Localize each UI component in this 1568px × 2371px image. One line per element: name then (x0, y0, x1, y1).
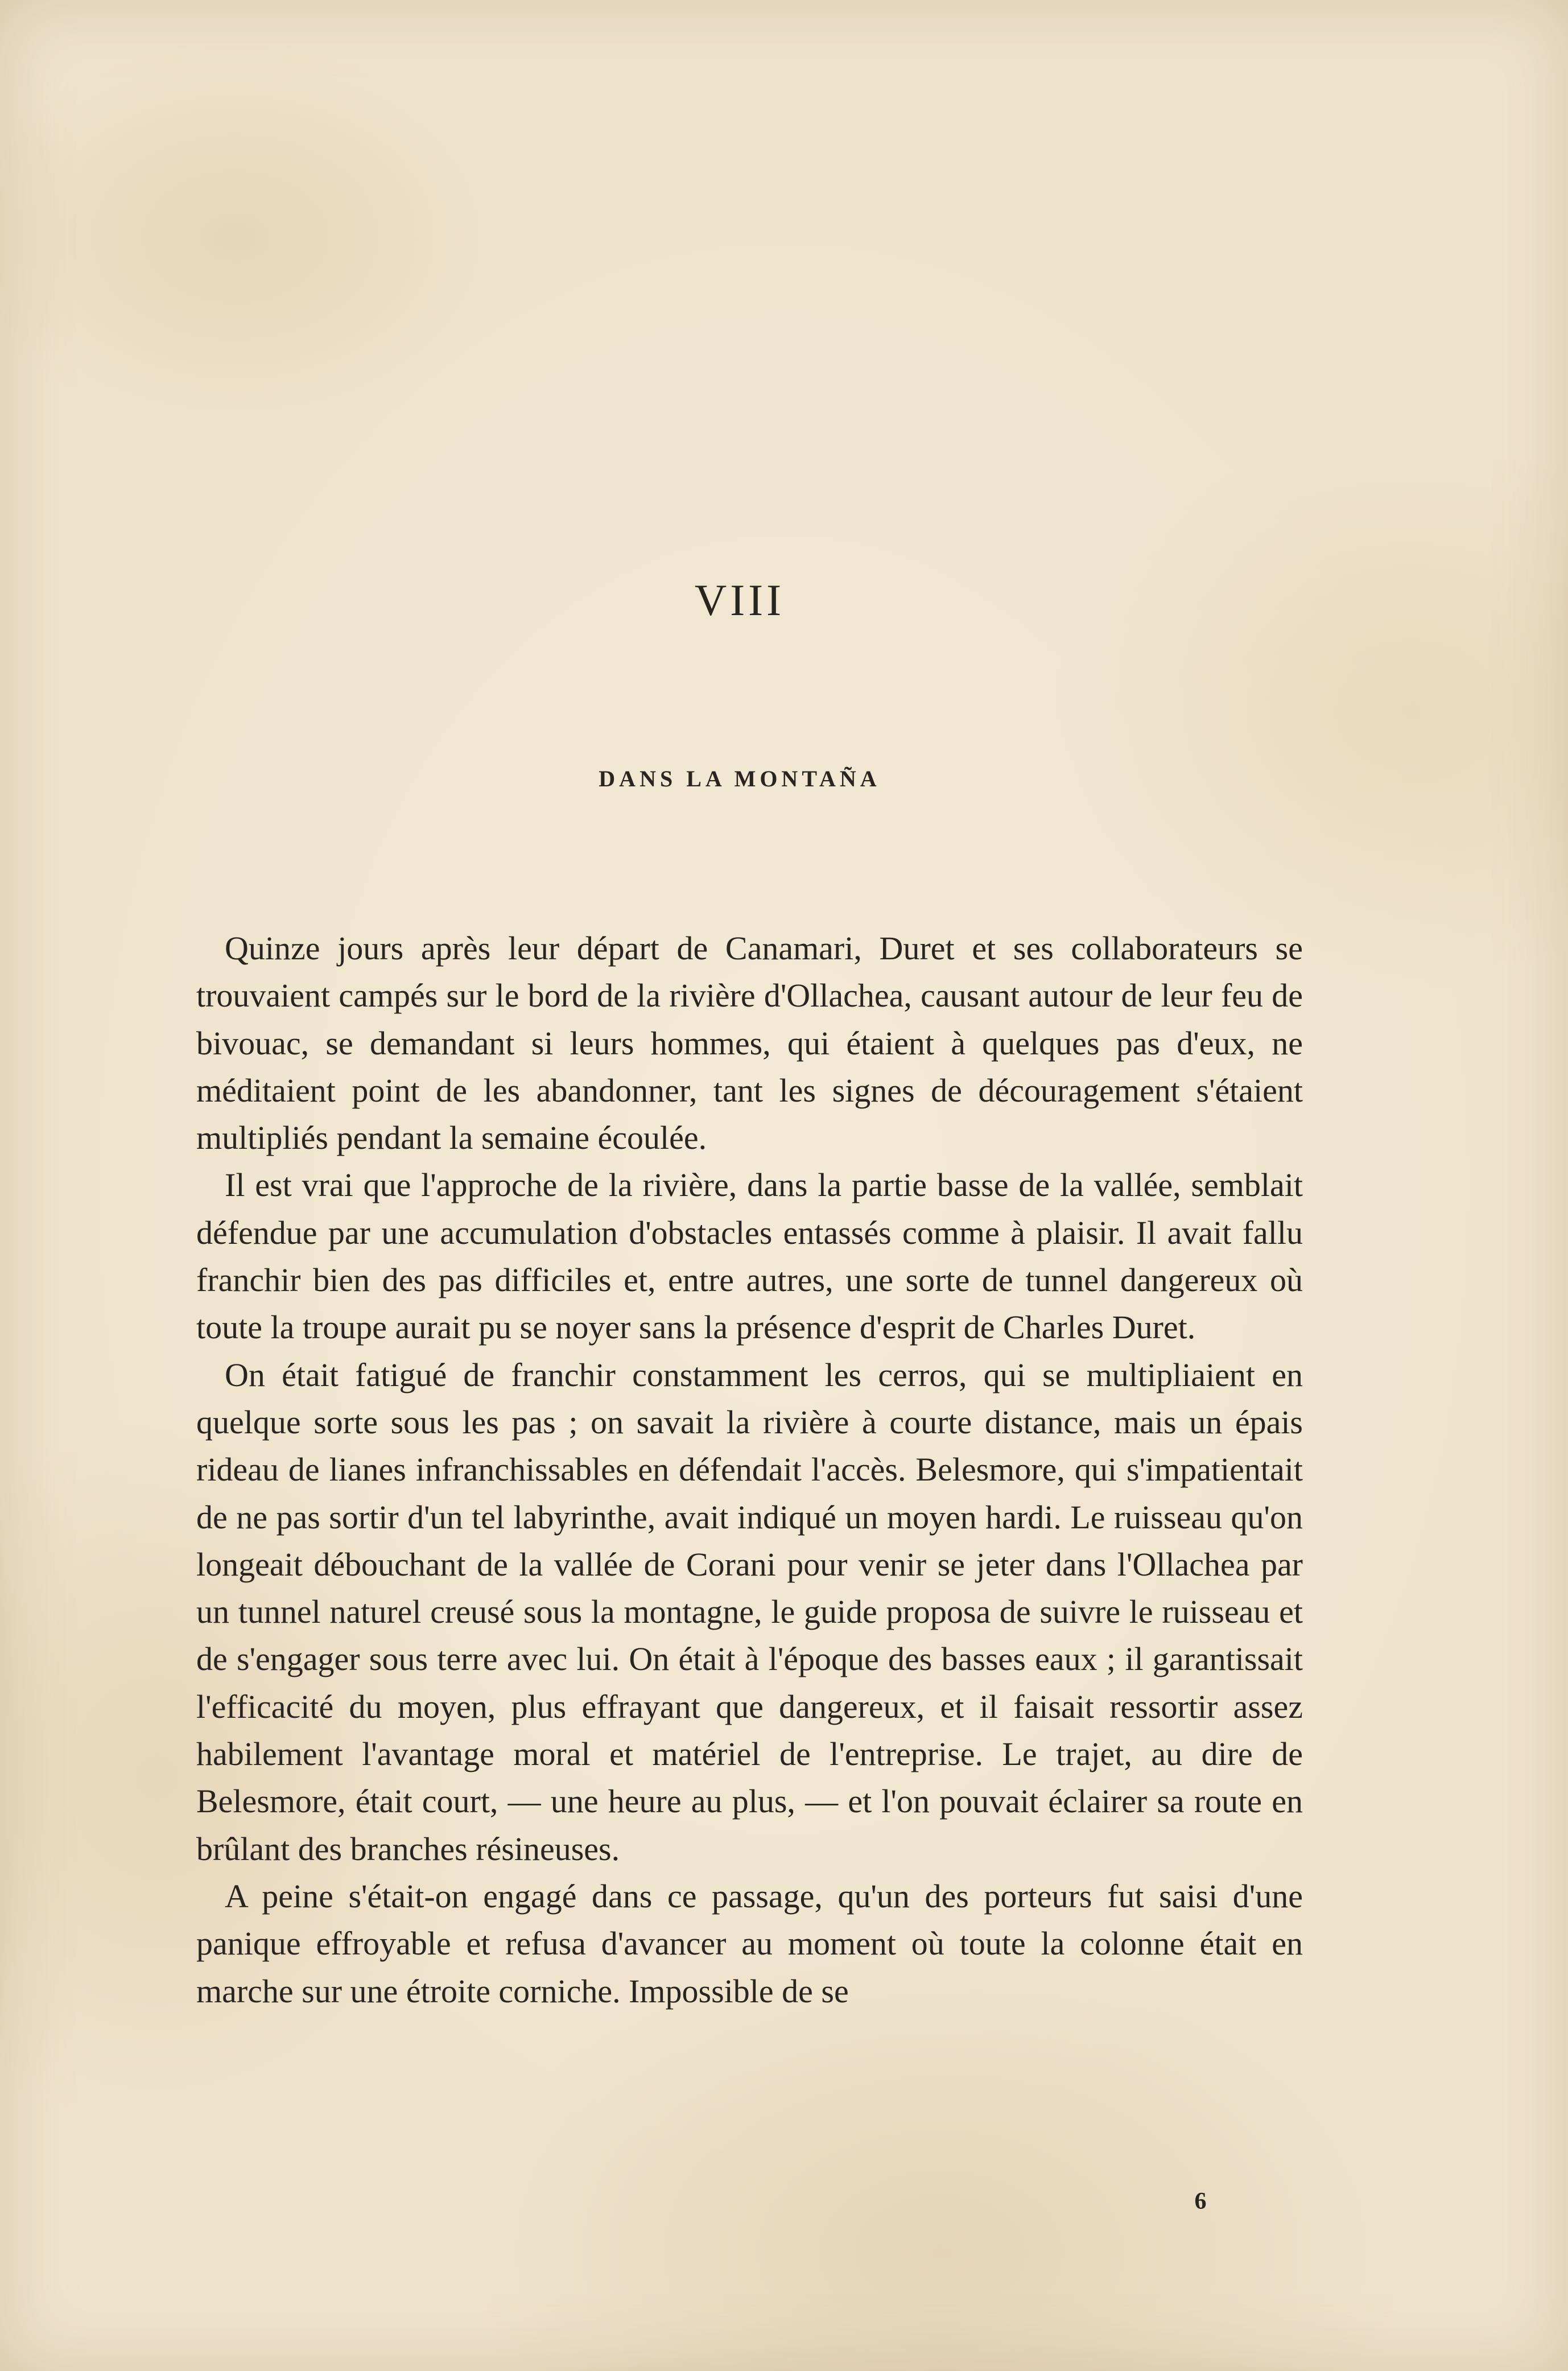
paragraph: On était fatigué de franchir constamment les cerros, qui se multipliaient en quelque sorte sous les pas ; on savait la rivière à courte distance, mais un épais rideau de lianes infranchissables en défendait l'accès. Belesmore, qui s'impatientait de ne pas sortir d'un tel labyrinthe, avait indiqué un moyen hardi. Le ruisseau qu'on longeait débouchant de la vallée de Corani pour venir se jeter dans l'Ollachea par un tunnel naturel creusé sous la montagne, le guide proposa de suivre le ruisseau et de s'engager sous terre avec lui. On était à l'époque des basses eaux ; il garantissait l'efficacité du moyen, plus effrayant que dangereux, et il faisait ressortir assez habilement l'avantage moral et matériel de l'entreprise. Le trajet, au dire de Belesmore, était court, — une heure au plus, — et l'on pouvait éclairer sa route en brûlant des branches résineuses. (196, 1356, 1303, 1867)
paragraph: Quinze jours après leur départ de Canamari, Duret et ses collaborateurs se trouvaient campés sur le bord de la rivière d'Ollachea, causant autour de leur feu de bivouac, se demandant si leurs hommes, qui étaient à quelques pas d'eux, ne méditaient point de les abandonner, tant les signes de découragement s'étaient multipliés pendant la semaine écoulée. (196, 930, 1303, 1157)
paragraph: A peine s'était-on engagé dans ce passage, qu'un des porteurs fut saisi d'une panique effroyable et refusa d'avancer au moment où toute la colonne était en marche sur une étroite corniche. Impossible de se (196, 1877, 1303, 2010)
chapter-title: DANS LA MONTAÑA (599, 766, 881, 791)
paragraph: Il est vrai que l'approche de la rivière, dans la partie basse de la vallée, semblait défendue par une accumulation d'obstacles entassés comme à plaisir. Il avait fallu franchir bien des pas difficiles et, entre autres, une sorte de tunnel dangereux où toute la troupe aurait pu se noyer sans la présence d'esprit de Charles Duret. (196, 1166, 1303, 1346)
chapter-number: VIII (694, 575, 785, 625)
page-number: 6 (1194, 2188, 1207, 2215)
body-text (196, 925, 1303, 2015)
